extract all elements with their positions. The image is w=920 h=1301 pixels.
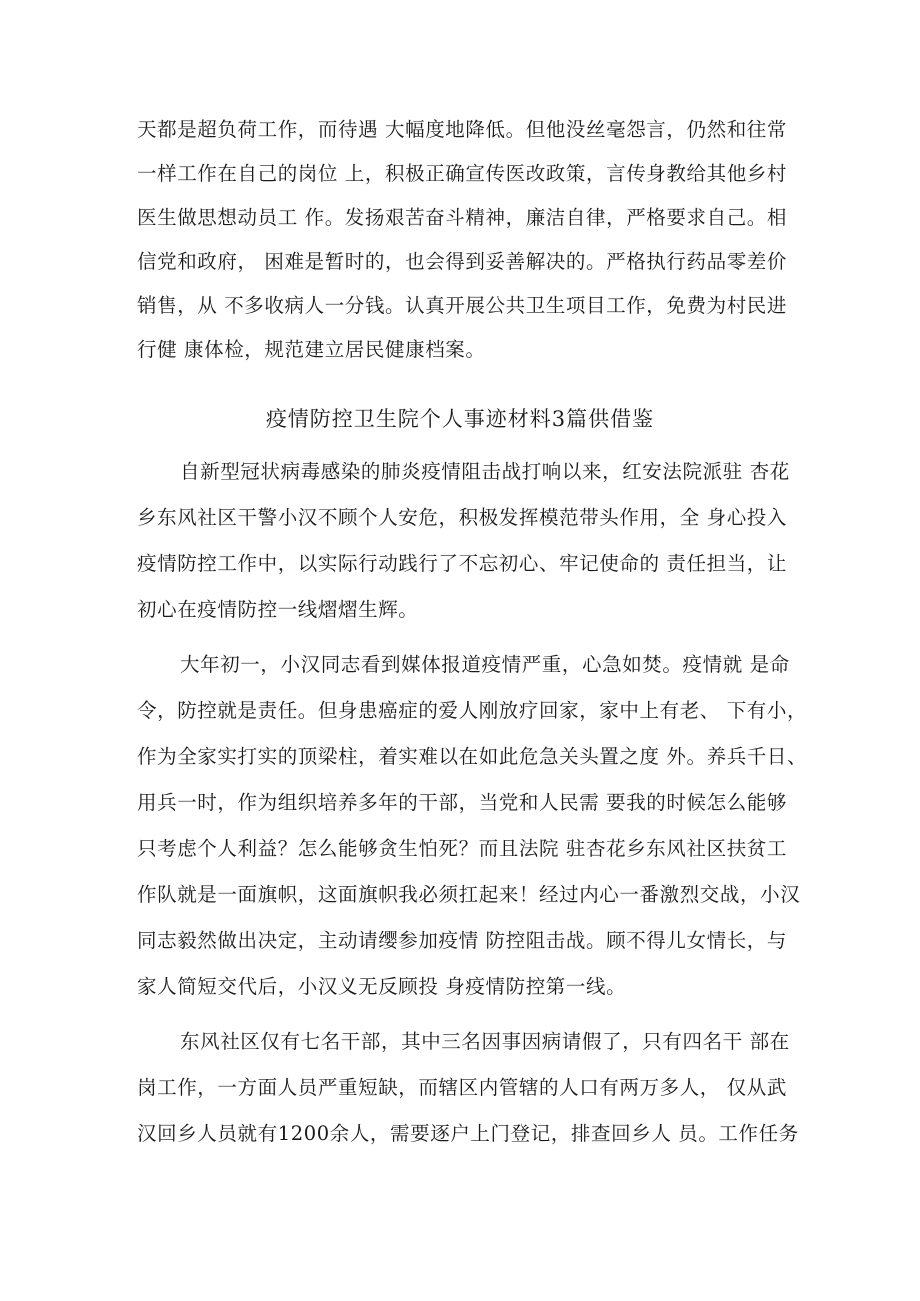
section-title: 疫情防控卫生院个人事迹材料3篇供借鉴 xyxy=(265,407,655,431)
paragraph-line: 岗工作，一方面人员严重短缺，而辖区内管辖的人口有两万多人， 仅从武 xyxy=(137,1076,787,1099)
paragraph-line: 信党和政府， 困难是暂时的，也会得到妥善解决的。严格执行药品零差价 xyxy=(137,250,787,273)
paragraph-line: 家人简短交代后，小汉义无反顾投 身疫情防控第一线。 xyxy=(137,975,627,998)
paragraph-line: 大年初一，小汉同志看到媒体报道疫情严重，心急如焚。疫情就 是命 xyxy=(180,653,790,676)
paragraph-line: 用兵一时，作为组织培养多年的干部，当党和人民需 要我的时候怎么能够 xyxy=(137,791,787,814)
paragraph-line: 作为全家实打实的顶梁柱，着实难以在如此危急关头置之度 外。养兵千日、 xyxy=(137,745,808,768)
paragraph-line: 乡东风社区干警小汉不顾个人安危，积极发挥模范带头作用，全 身心投入 xyxy=(137,506,787,529)
paragraph-line: 初心在疫情防控一线熠熠生辉。 xyxy=(137,598,419,621)
paragraph-line: 只考虑个人利益？怎么能够贪生怕死？而且法院 驻杏花乡东风社区扶贫工 xyxy=(137,837,787,860)
paragraph-line: 令，防控就是责任。但身患癌症的爱人刚放疗回家，家中上有老、 下有小， xyxy=(137,699,808,722)
paragraph-line: 医生做思想动员工 作。发扬艰苦奋斗精神，廉洁自律，严格要求自己。相 xyxy=(137,206,787,229)
paragraph-line: 作队就是一面旗帜，这面旗帜我必须扛起来！经过内心一番激烈交战，小汉 xyxy=(137,883,801,906)
paragraph-line: 行健 康体检，规范建立居民健康档案。 xyxy=(137,338,486,361)
paragraph-line: 自新型冠状病毒感染的肺炎疫情阻击战打响以来，红安法院派驻 杏花 xyxy=(180,460,790,483)
paragraph-line: 一样工作在自己的岗位 上，积极正确宣传医改政策，言传身教给其他乡村 xyxy=(137,162,787,185)
paragraph-line: 汉回乡人员就有1200余人，需要逐户上门登记，排查回乡人 员。工作任务 xyxy=(137,1122,799,1145)
paragraph-line: 同志毅然做出决定，主动请缨参加疫情 防控阻击战。顾不得儿女情长，与 xyxy=(137,929,787,952)
paragraph-line: 东风社区仅有七名干部，其中三名因事因病请假了，只有四名干 部在 xyxy=(180,1030,790,1053)
paragraph-line: 销售，从 不多收病人一分钱。认真开展公共卫生项目工作，免费为村民进 xyxy=(137,294,787,317)
paragraph-line: 疫情防控工作中，以实际行动践行了不忘初心、牢记使命的 责任担当，让 xyxy=(137,552,787,575)
paragraph-line: 天都是超负荷工作，而待遇 大幅度地降低。但他没丝毫怨言，仍然和往常 xyxy=(137,118,787,141)
